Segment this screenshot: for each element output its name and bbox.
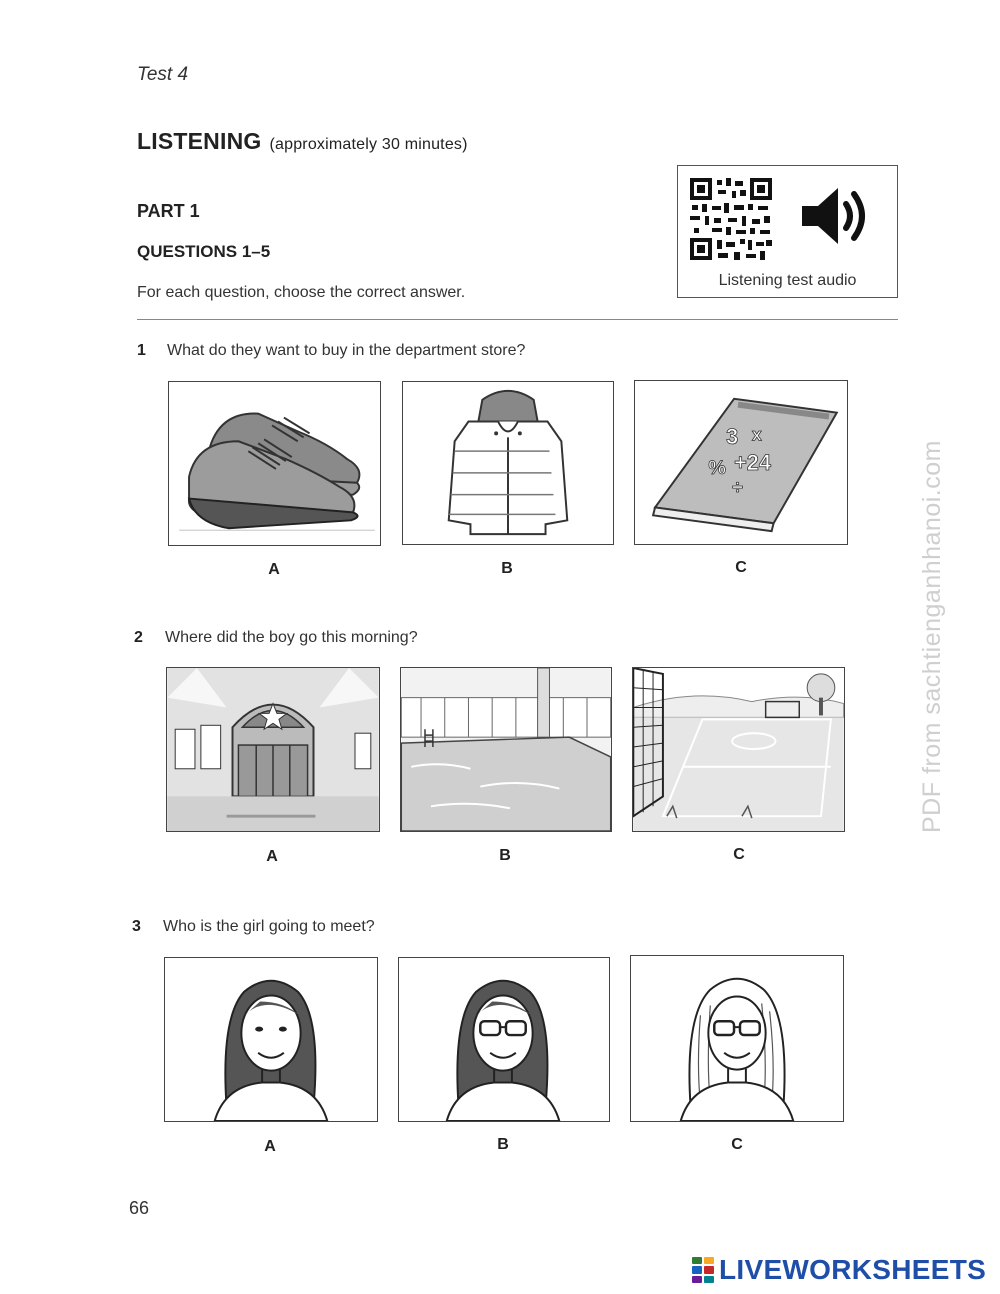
- jacket-illustration: [403, 382, 613, 544]
- book-symbol-percent: %: [708, 456, 726, 479]
- question-2-number: 2: [134, 629, 143, 646]
- question-1-text: What do they want to buy in the department store?: [167, 342, 526, 359]
- test-label: Test 4: [137, 64, 189, 85]
- shoes-illustration: [169, 382, 380, 545]
- girl-dark-hair-illustration: [165, 958, 377, 1121]
- q1-option-a-image[interactable]: [168, 381, 381, 546]
- divider: [137, 319, 898, 320]
- brand-name: LIVEWORKSHEETS: [719, 1254, 987, 1285]
- section-title: [137, 128, 468, 155]
- football-pitch-illustration: [633, 668, 844, 831]
- q2-option-a-label: A: [266, 848, 278, 865]
- q3-option-c-label: C: [731, 1136, 743, 1153]
- page-number: 66: [129, 1198, 150, 1218]
- question-2-text: Where did the boy go this morning?: [165, 629, 418, 646]
- q3-option-a-label: A: [264, 1138, 276, 1155]
- audio-caption: Listening test audio: [718, 272, 857, 289]
- instruction-text: For each question, choose the correct answer.: [137, 284, 466, 301]
- audio-box[interactable]: [677, 165, 898, 298]
- q1-option-b-image[interactable]: [402, 381, 614, 545]
- book-symbol-divide: ÷: [732, 476, 743, 499]
- question-3-number: 3: [132, 918, 141, 935]
- questions-label: QUESTIONS 1–5: [137, 242, 271, 261]
- q3-option-b-image[interactable]: [398, 957, 610, 1122]
- qr-code-icon[interactable]: [690, 178, 772, 260]
- book-symbol-x: x: [751, 424, 762, 445]
- cinema-illustration: [167, 668, 379, 831]
- brand-tiles-icon: [692, 1257, 714, 1283]
- question-3-text: Who is the girl going to meet?: [163, 918, 375, 935]
- q3-option-b-label: B: [497, 1136, 509, 1153]
- part-label: PART 1: [137, 201, 200, 221]
- q3-option-c-image[interactable]: [630, 955, 844, 1122]
- section-subtitle: (approximately 30 minutes): [269, 136, 468, 153]
- girl-blonde-hair-glasses-illustration: [631, 956, 843, 1121]
- q2-option-c-label: C: [733, 846, 745, 863]
- book-number-24: +24: [734, 449, 771, 475]
- q1-option-c-label: C: [735, 559, 747, 576]
- q1-option-a-label: A: [268, 561, 280, 578]
- book-digit-3: 3: [726, 424, 739, 450]
- q2-option-b-image[interactable]: [400, 667, 612, 832]
- swimming-pool-illustration: [401, 668, 611, 831]
- speaker-icon[interactable]: [800, 184, 872, 248]
- math-book-illustration: [635, 381, 847, 544]
- q1-option-c-image[interactable]: [634, 380, 848, 545]
- girl-dark-hair-glasses-illustration: [399, 958, 609, 1121]
- q2-option-b-label: B: [499, 847, 511, 864]
- q3-option-a-image[interactable]: [164, 957, 378, 1122]
- q1-option-b-label: B: [501, 560, 513, 577]
- brand-logo[interactable]: [692, 1254, 986, 1286]
- watermark: PDF from sachtienganhhanoi.com: [918, 440, 946, 833]
- question-1-number: 1: [137, 342, 146, 359]
- q2-option-c-image[interactable]: [632, 667, 845, 832]
- q2-option-a-image[interactable]: [166, 667, 380, 832]
- section-title-text: LISTENING: [137, 128, 262, 154]
